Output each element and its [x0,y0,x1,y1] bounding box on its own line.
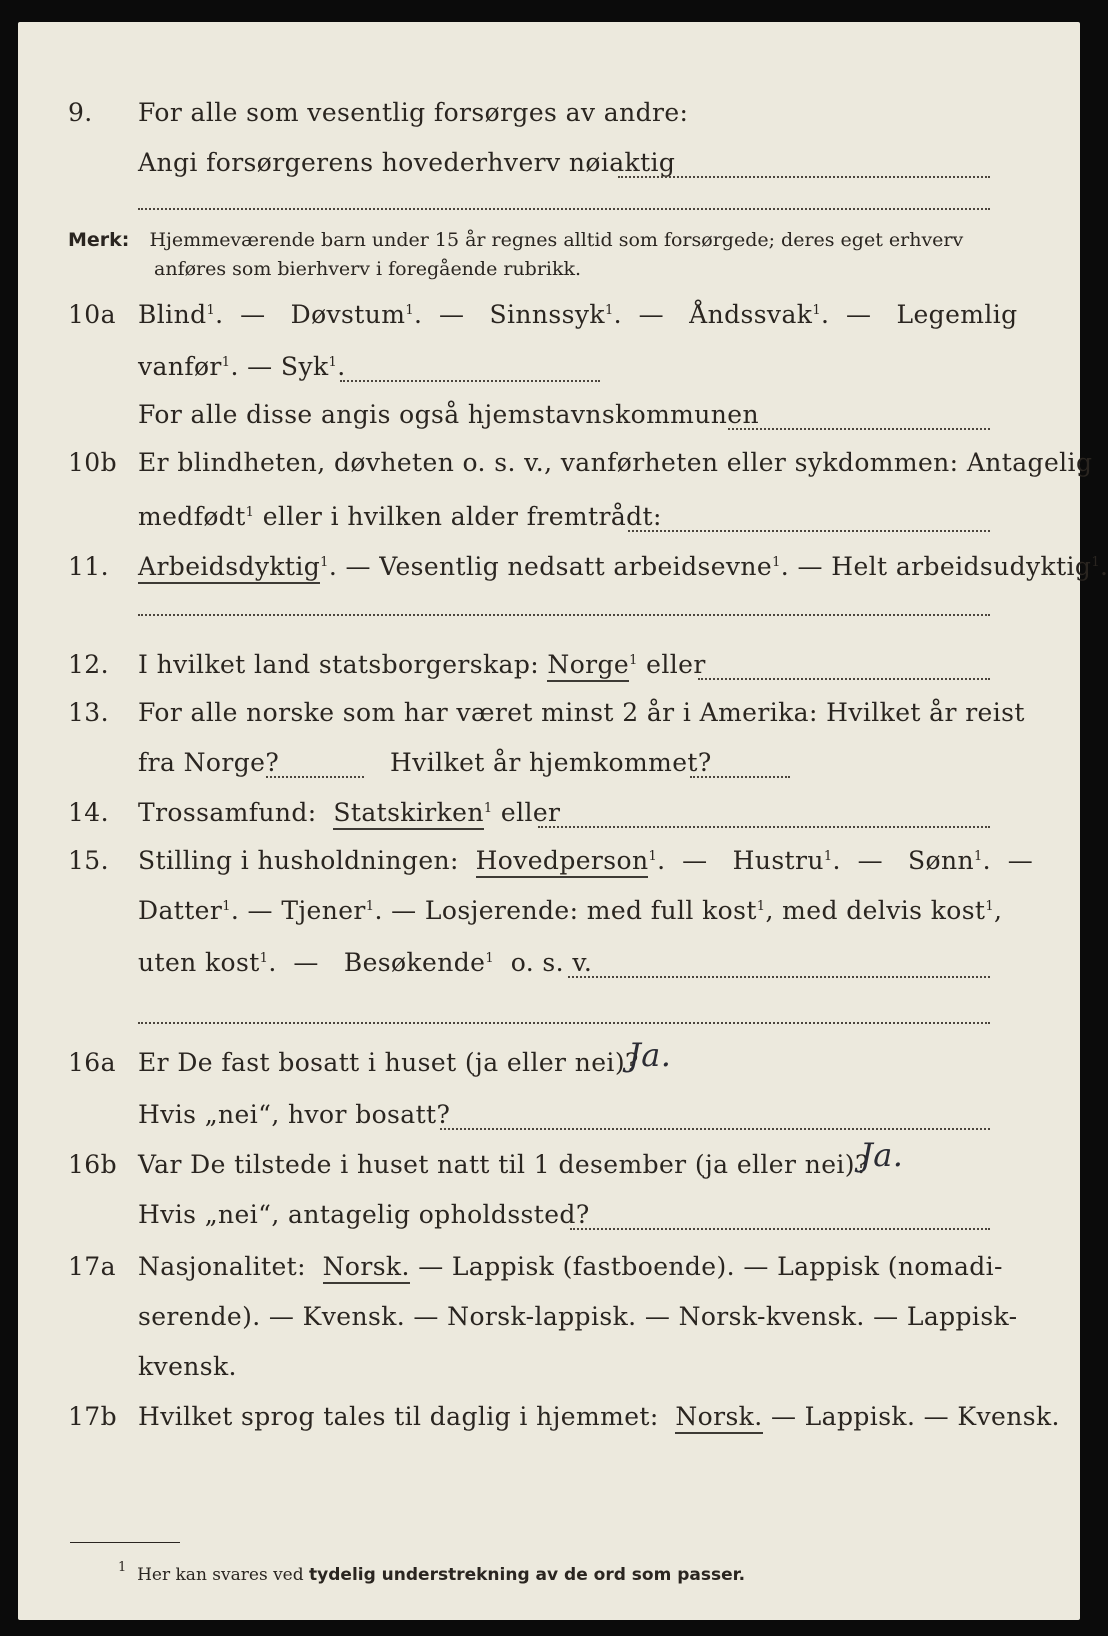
option-andssvak[interactable]: Åndssvak [689,300,813,329]
question-text: fra Norge? [138,748,280,777]
osv-text: o. s. v. [510,948,593,977]
question-text: For alle disse angis også hjemstavnskommunen [138,400,759,429]
merk-note [68,226,1048,284]
answer-line[interactable] [628,530,990,532]
options-text: — Lappisk. — Kvensk. [770,1402,1060,1431]
question-12: 12. I hvilket land statsborgerskap: Norge$^1$ eller [18,644,1080,688]
question-16b [18,1136,1080,1188]
answer-line[interactable] [138,1022,990,1024]
footnote-mark: 1 [118,1560,127,1575]
answer-line[interactable] [728,428,990,430]
answer-statskirken[interactable]: Statskirken [333,798,484,830]
question-16b-line2 [18,1194,1080,1238]
answer-line[interactable] [440,1128,990,1130]
question-text: Angi forsørgerens hovederhverv nøiaktig [138,148,676,177]
answer-line[interactable] [538,826,990,828]
question-15: 15. Stilling i husholdningen: Hovedperson$^1$. — Hustru$^1$. — Sønn$^1$. — [18,840,1080,884]
question-10a-line2: vanfør$^1$. — Syk$^1$. [18,346,1080,390]
merk-label: Merk: [68,229,130,251]
question-17b [18,1396,1080,1440]
option-besokende[interactable]: Besøkende [343,948,486,977]
question-number: 10b [68,448,118,477]
question-number: 13. [68,698,109,727]
footnote-text: Her kan svares ved [137,1565,304,1585]
question-number: 12. [68,650,109,679]
question-11: 11. Arbeidsdyktig$^1$. — Vesentlig nedsatt arbeidsevne$^1$. — Helt arbeidsudyktig$^1$. [18,546,1080,590]
question-text: For alle norske som har været minst 2 år i Amerika: Hvilket år reist [138,698,1025,727]
option-losjerende[interactable]: Losjerende: med full kost [424,896,757,925]
question-number: 16a [68,1048,116,1077]
handwritten-answer[interactable]: Ja. [628,1036,672,1074]
question-text-hjem: Hvilket år hjemkommet? [390,748,712,777]
question-text: For alle som vesentlig forsørges av andre: [138,98,689,127]
handwritten-answer[interactable]: Ja. [860,1136,904,1174]
census-form-page [18,22,1108,1620]
option-nedsatt[interactable]: Vesentlig nedsatt arbeidsevne [379,552,773,581]
question-text: Er De fast bosatt i huset (ja eller nei)? [138,1048,639,1077]
option-hustru[interactable]: Hustru [732,846,824,875]
question-15-line2: Datter$^1$. — Tjener$^1$. — Losjerende: med full kost$^1$, med delvis kost$^1$, [138,896,1003,925]
question-number: 17b [68,1402,118,1431]
question-16a-line2 [18,1094,1080,1138]
question-15-line3: uten kost$^1$. — Besøkende$^1$ o. s. v. [18,942,1080,986]
footnote-bold-text: tydelig understrekning av de ord som passer. [309,1565,746,1585]
option-uten[interactable]: uten kost [138,948,260,977]
answer-norge[interactable]: Norge [547,650,629,682]
question-17a [18,1246,1080,1290]
question-number: 14. [68,798,109,827]
option-dovstum[interactable]: Døvstum [290,300,406,329]
question-number: 17a [68,1252,116,1281]
question-10b-line2: medfødt$^1$ eller i hvilken alder fremtrådt: [18,496,1080,540]
question-14: 14. Trossamfund: Statskirken$^1$ eller [18,792,1080,836]
question-text: I hvilket land statsborgerskap: [138,650,540,679]
answer-line[interactable] [690,776,790,778]
eller-text: eller [500,798,561,827]
footnote-rule [70,1542,180,1543]
answer-norsk[interactable]: Norsk. [323,1252,410,1284]
option-blind[interactable]: Blind [138,300,207,329]
option-tjener[interactable]: Tjener [281,896,366,925]
answer-line[interactable] [340,380,600,382]
answer-line[interactable] [618,176,990,178]
option-medfodt[interactable]: medfødt [138,502,246,531]
question-text: eller i hvilken alder fremtrådt: [262,502,662,531]
question-text: Trossamfund: [138,798,317,827]
option-delvis[interactable]: med delvis kost [782,896,986,925]
question-10b [18,442,1093,486]
question-number: 15. [68,846,109,875]
question-17a-line3 [18,1346,1080,1390]
merk-text: Hjemmeværende barn under 15 år regnes alltid som forsørgede; deres eget erhverv [149,229,964,251]
question-text: Hvilket sprog tales til daglig i hjemmet: [138,1402,659,1431]
question-9-line2 [18,142,1080,186]
question-text: Er blindheten, døvheten o. s. v., vanførheten eller sykdommen: Antagelig [138,448,1093,477]
question-13 [18,692,1080,736]
answer-line[interactable] [138,208,990,210]
question-text: Nasjonalitet: [138,1252,306,1281]
answer-line[interactable] [568,976,990,978]
question-number: 10a [68,300,116,329]
question-10a: 10a Blind$^1$. — Døvstum$^1$. — Sinnssyk$^1$. — Åndssvak$^1$. — Legemlig [68,300,1018,329]
option-vanfor[interactable]: vanfør [138,352,222,381]
question-text: Var De tilstede i huset natt til 1 desember (ja eller nei)? [138,1150,869,1179]
option-legemlig[interactable]: Legemlig [896,300,1018,329]
question-number: 9. [68,98,93,127]
option-udyktig[interactable]: Helt arbeidsudyktig [831,552,1092,581]
option-arbeidsdyktig[interactable]: Arbeidsdyktig [138,552,320,584]
question-text: Hvis „nei“, hvor bosatt? [138,1100,451,1129]
merk-text-2: anføres som bierhverv i foregående rubrikk. [154,258,582,280]
option-hovedperson[interactable]: Hovedperson [476,846,649,878]
option-syk[interactable]: Syk [280,352,329,381]
options-text: — Lappisk (fastboende). — Lappisk (nomadi- [418,1252,1003,1281]
question-13-line2 [18,742,1080,786]
option-datter[interactable]: Datter [138,896,223,925]
question-number: 11. [68,552,109,581]
answer-line[interactable] [570,1228,990,1230]
question-text: Stilling i husholdningen: [138,846,459,875]
options-text: kvensk. [138,1352,237,1381]
eller-text: eller [646,650,706,679]
question-number: 16b [68,1150,118,1179]
question-9 [18,92,1080,136]
answer-norsk[interactable]: Norsk. [675,1402,762,1434]
answer-line[interactable] [138,614,990,616]
option-sonn[interactable]: Sønn [908,846,974,875]
footnote [118,1560,745,1585]
option-sinnssyk[interactable]: Sinnssyk [489,300,605,329]
question-text: Hvis „nei“, antagelig opholdssted? [138,1200,590,1229]
question-17a-line2 [18,1296,1080,1340]
answer-line[interactable] [698,678,990,680]
answer-line[interactable] [266,776,364,778]
question-10a-line3 [18,394,1080,438]
question-16a [18,1036,1080,1086]
options-text: serende). — Kvensk. — Norsk-lappisk. — Norsk-kvensk. — Lappisk- [138,1302,1018,1331]
